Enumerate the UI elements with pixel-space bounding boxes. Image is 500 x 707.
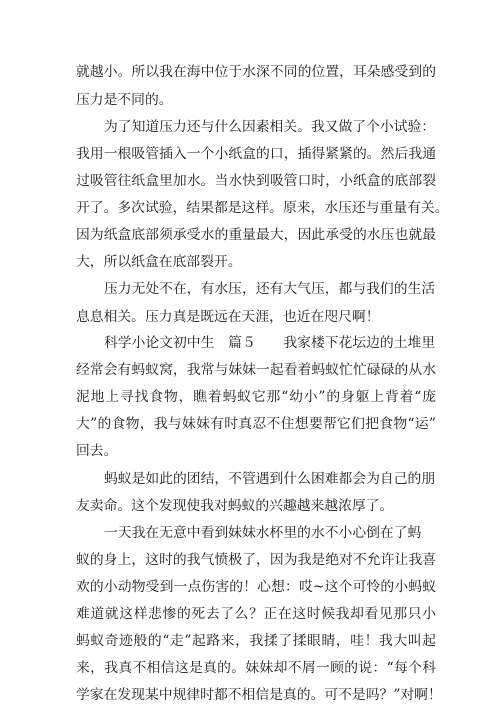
paragraph-line: 为了知道压力还与什么因素相关。我又做了个小试验：: [104, 119, 436, 135]
paragraph-line: 过吸管往纸盒里加水。当水快到吸管口时，小纸盒的底部裂: [76, 173, 436, 189]
paragraph-line: 回去。: [76, 443, 118, 459]
paragraph-line: 泥地上寻找食物，瞧着蚂蚁它那“幼小”的身躯上背着“庞: [76, 389, 436, 405]
paragraph-line: 大，所以纸盒在底部裂开。: [76, 254, 242, 270]
paragraph-line: 蚂蚁是如此的团结，不管遇到什么困难都会为自己的朋: [104, 471, 436, 487]
paragraph-line: 一天我在无意中看到妹妹水杯里的水不小心倒在了蚂: [104, 525, 422, 541]
paragraph-line: 难道就这样悲惨的死去了么？正在这时候我却看见那只小: [76, 606, 436, 622]
paragraph-line: 来，我真不相信这是真的。妹妹却不屑一顾的说：“每个科: [76, 660, 436, 676]
paragraph-line: 我用一根吸管插入一个小纸盒的口，插得紧紧的。然后我通: [76, 146, 436, 162]
paragraph-line: 友卖命。这个发现使我对蚂蚁的兴趣越来越浓厚了。: [76, 498, 394, 514]
paragraph-line: 经常会有蚂蚁窝，我常与妹妹一起看着蚂蚁忙忙碌碌的从水: [76, 362, 436, 378]
paragraph-line: 开了。多次试验，结果都是这样。原来，水压还与重量有关。: [76, 200, 449, 216]
paragraph-line: 息息相关。压力真是既远在天涯，也近在咫尺啊！: [76, 309, 380, 325]
paragraph-line: 蚂蚁奇迹般的“走”起路来，我揉了揉眼睛，哇！我大叫起: [76, 633, 436, 649]
paragraph-line: 欢的小动物受到一点伤害的！心想：哎~这个可怜的小蚂蚁: [76, 579, 436, 595]
paragraph-line: 大”的食物，我与妹妹有时真忍不住想要帮它们把食物“运”: [76, 416, 436, 432]
paragraph-line: 学家在发现某中规律时都不相信是真的。可不是吗？”对啊！: [76, 687, 442, 703]
paragraph-line: 压力无处不在，有水压，还有大气压，都与我们的生活: [104, 281, 436, 297]
paragraph-line: 因为纸盒底部须承受水的重量最大，因此承受的水压也就最: [76, 227, 436, 243]
paragraph-line: 压力是不同的。: [76, 92, 173, 108]
section-heading-line: 科学小论文初中生 篇５ 我家楼下花坛边的土堆里: [104, 335, 436, 351]
paragraph-line: 就越小。所以我在海中位于水深不同的位置，耳朵感受到的: [76, 64, 436, 80]
paragraph-line: 蚁的身上，这时的我气愤极了，因为我是绝对不允许让我喜: [76, 552, 436, 568]
